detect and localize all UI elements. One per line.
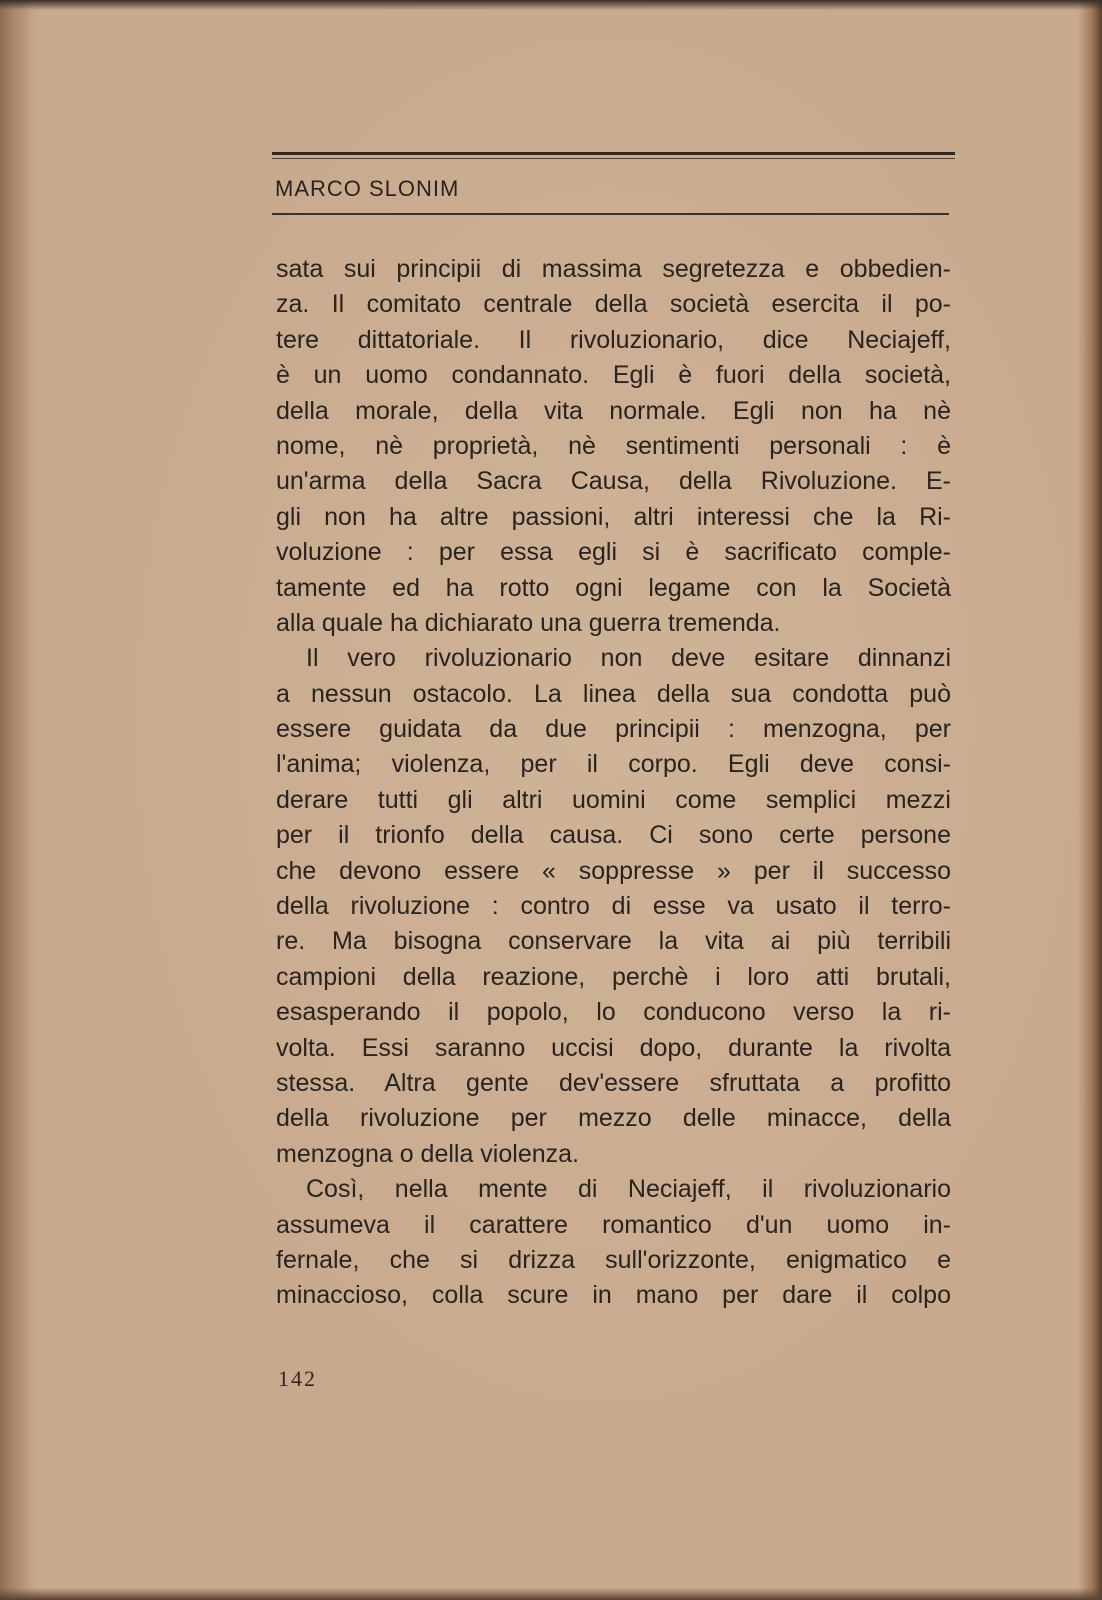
text-line: tamente ed ha rotto ogni legame con la Società bbox=[276, 573, 951, 602]
body-text bbox=[276, 252, 951, 1314]
text-line: campioni della reazione, perchè i loro atti brutali, bbox=[276, 962, 951, 991]
text-line: stessa. Altra gente dev'essere sfruttata a profitto bbox=[276, 1068, 951, 1097]
text-line: nome, nè proprietà, nè sentimenti personali : è bbox=[276, 431, 951, 460]
page-bottom-edge bbox=[0, 1588, 1102, 1600]
header-rule-thick bbox=[272, 152, 955, 155]
text-line: gli non ha altre passioni, altri interessi che la Ri- bbox=[276, 502, 951, 531]
text-line: alla quale ha dichiarato una guerra tremenda. bbox=[276, 608, 781, 637]
text-line: a nessun ostacolo. La linea della sua condotta può bbox=[276, 679, 951, 708]
text-line: derare tutti gli altri uomini come semplici mezzi bbox=[276, 785, 951, 814]
text-line: che devono essere « soppresse » per il successo bbox=[276, 856, 951, 885]
spine-edge bbox=[0, 0, 30, 1600]
text-line: un'arma della Sacra Causa, della Rivoluzione. E- bbox=[276, 467, 951, 496]
text-line: esasperando il popolo, lo conducono verso la ri- bbox=[276, 998, 951, 1027]
text-line: della morale, della vita normale. Egli non ha nè bbox=[276, 396, 951, 425]
text-line: è un uomo condannato. Egli è fuori della società, bbox=[276, 361, 951, 390]
text-line: della rivoluzione per mezzo delle minacce, della bbox=[276, 1104, 951, 1133]
text-line: della rivoluzione : contro di esse va usato il terro- bbox=[276, 892, 951, 921]
header-rule-bottom bbox=[272, 213, 949, 215]
text-line: menzogna o della violenza. bbox=[276, 1139, 579, 1168]
text-line: volta. Essi saranno uccisi dopo, durante la rivolta bbox=[276, 1033, 951, 1062]
page-number: 142 bbox=[278, 1366, 317, 1391]
text-line: minaccioso, colla scure in mano per dare il colpo bbox=[276, 1281, 951, 1310]
running-head: MARCO SLONIM bbox=[275, 176, 460, 201]
page-right-edge bbox=[1078, 0, 1102, 1600]
text-line: voluzione : per essa egli si è sacrificato comple- bbox=[276, 538, 951, 567]
text-line: sata sui principii di massima segretezza e obbedien- bbox=[276, 255, 951, 283]
text-line: za. Il comitato centrale della società esercita il po- bbox=[276, 290, 951, 319]
text-line: l'anima; violenza, per il corpo. Egli deve consi- bbox=[276, 750, 951, 779]
text-line: Così, nella mente di Neciajeff, il rivoluzionario bbox=[306, 1175, 951, 1204]
page-top-edge bbox=[0, 0, 1102, 10]
text-line: fernale, che si drizza sull'orizzonte, enigmatico e bbox=[276, 1245, 951, 1274]
text-line: per il trionfo della causa. Ci sono certe persone bbox=[276, 821, 951, 850]
text-line: Il vero rivoluzionario non deve esitare dinnanzi bbox=[306, 644, 951, 673]
text-line: re. Ma bisogna conservare la vita ai più terribili bbox=[276, 927, 951, 956]
text-line: tere dittatoriale. Il rivoluzionario, dice Neciajeff, bbox=[276, 325, 951, 354]
text-line: essere guidata da due principii : menzogna, per bbox=[276, 715, 951, 744]
text-line: assumeva il carattere romantico d'un uomo in- bbox=[276, 1210, 951, 1239]
header-rule-thin bbox=[272, 158, 955, 159]
